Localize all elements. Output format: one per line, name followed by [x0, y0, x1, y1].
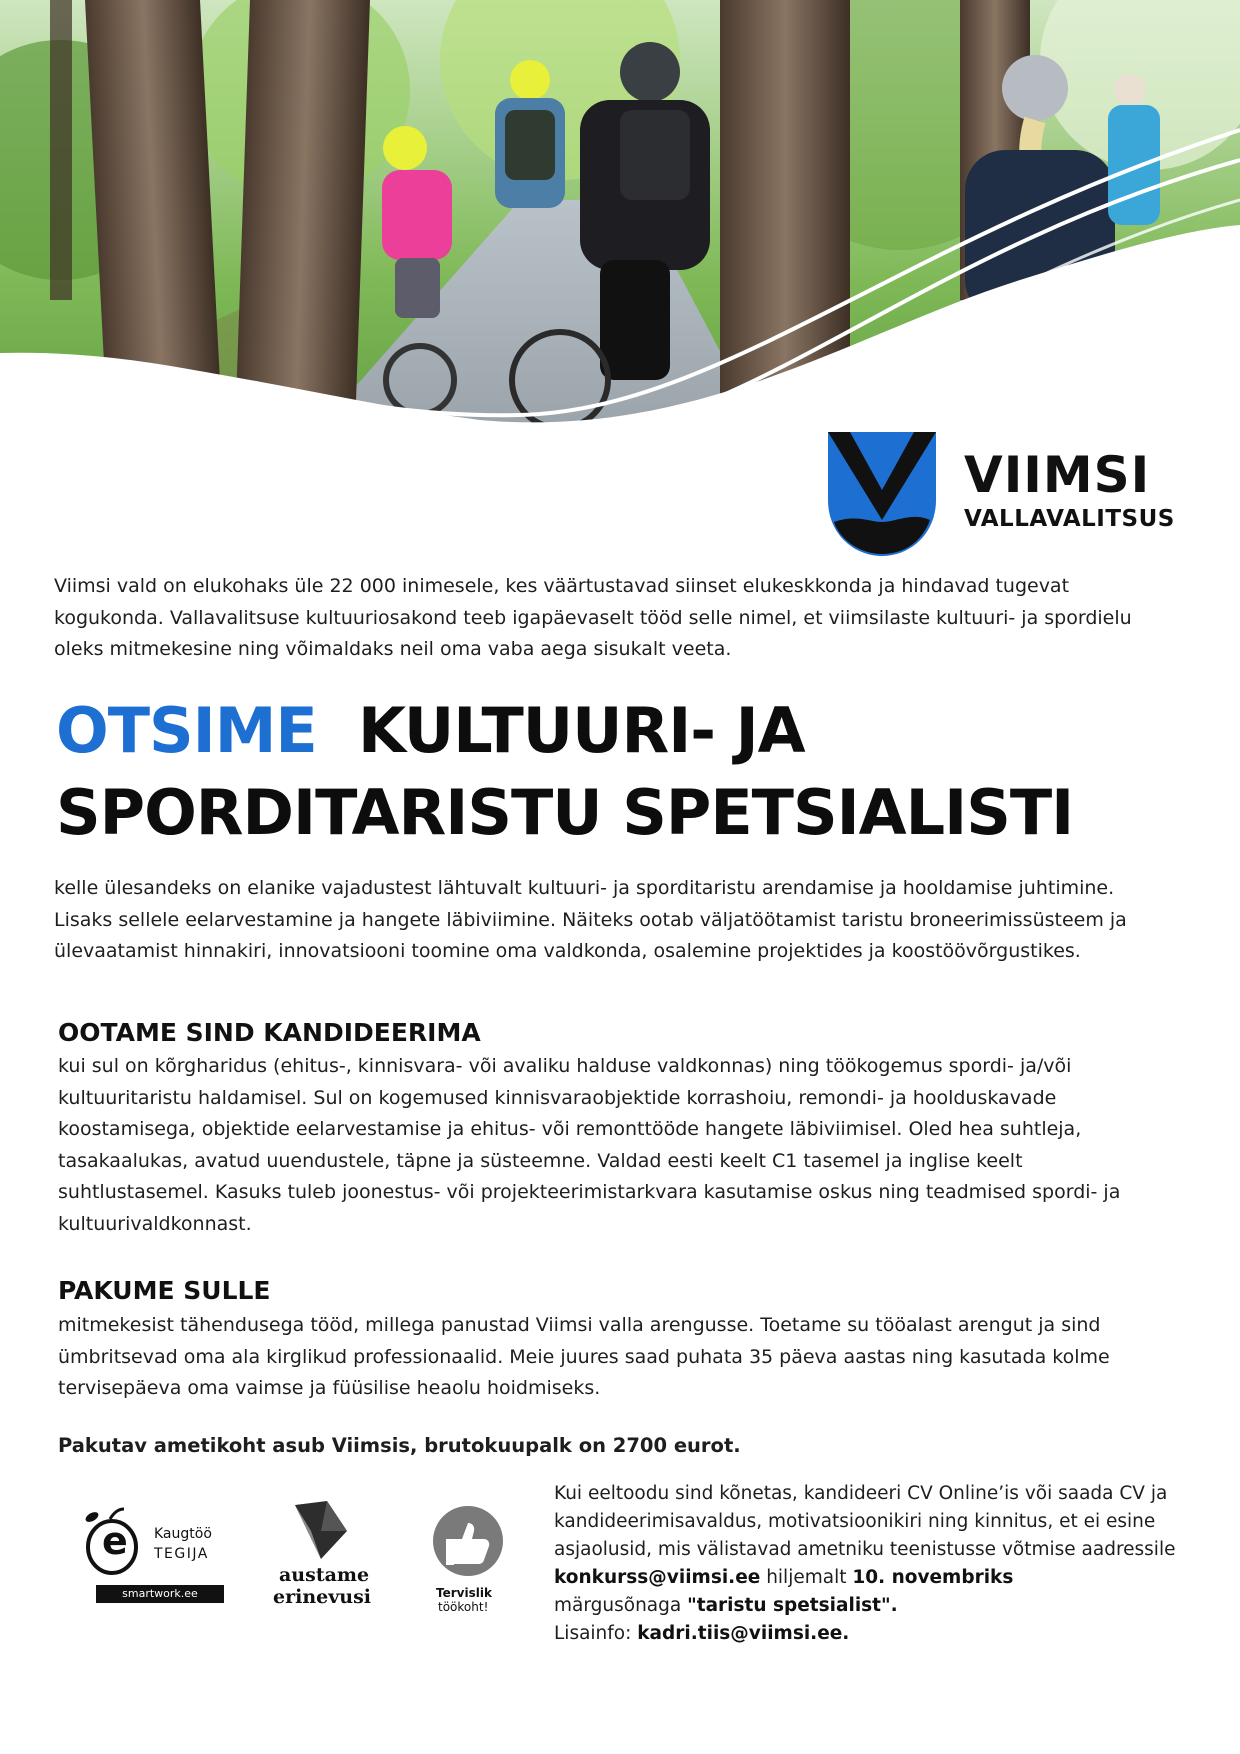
kaugtoo-letter: e	[102, 1519, 128, 1563]
apply-deadline: 10. novembriks	[852, 1567, 1014, 1588]
salary-statement: Pakutav ametikoht asub Viimsis, brutokuupalk on 2700 eurot.	[58, 1434, 741, 1457]
tervislik-tookoht-badge	[430, 1505, 520, 1625]
austame-line1: austame	[279, 1564, 370, 1586]
duties-paragraph: kelle ülesandeks on elanike vajadustest lähtuvalt kultuuri- ja sporditaristu arendamise ja hooldamise juhtimine. Lisaks sellele eelarvestamine ja hangete läbiviimine. Näiteks ootab väljatöötamist taristu broneerimissüsteem ja ülevaatamist hinnakiri, innovatsiooni toomine oma valdkonda, osalemine projektides ja koostöövõrgustikes.	[54, 877, 1127, 962]
diamond-logo-icon	[287, 1501, 351, 1561]
austame-erinevusi-badge	[265, 1495, 375, 1615]
logo-name: VIIMSI	[964, 446, 1151, 504]
headline	[56, 690, 1196, 854]
apply-paragraph	[554, 1480, 1194, 1648]
offer-paragraph: mitmekesist tähendusega tööd, millega panustad Viimsi valla arengusse. Toetame su tööalast arengut ja sind ümbritsevad oma ala kirglikud professionaalid. Meie juures saad puhata 35 päeva aastas ning kasutada kolme tervisepäeva oma vaimse ja füüsilise heaolu hoidmiseks.	[58, 1314, 1110, 1399]
offer-title: PAKUME SULLE	[58, 1276, 271, 1305]
headline-accent: OTSIME	[56, 694, 317, 767]
apply-text-2: hiljemalt	[760, 1567, 853, 1588]
viimsi-crest-icon	[826, 430, 938, 558]
headline-line2: SPORDITARISTU SPETSIALISTI	[56, 776, 1074, 849]
info-email[interactable]: kadri.tiis@viimsi.ee.	[637, 1623, 850, 1644]
kaugtoo-tegija-badge	[78, 1507, 218, 1607]
tervislik-line1: Tervislik	[436, 1586, 492, 1600]
apply-text-1: Kui eeltoodu sind kõnetas, kandideeri CV Online’is või saada CV ja kandideerimisavaldus, motivatsioonikiri ning kinnitus, et ei esine asjaolusid, mis välistavad ametniku teenistusse võtmise aadressile	[554, 1483, 1176, 1560]
logo-subtitle: VALLAVALITSUS	[964, 506, 1175, 532]
requirements-title: OOTAME SIND KANDIDEERIMA	[58, 1018, 481, 1047]
apply-text-3: märgusõnaga	[554, 1595, 688, 1616]
kaugtoo-line1: Kaugtöö	[154, 1526, 212, 1542]
tervislik-line2: töökoht!	[438, 1600, 489, 1614]
info-label: Lisainfo:	[554, 1623, 638, 1644]
headline-line1: KULTUURI- JA	[357, 694, 805, 767]
austame-line2: erinevusi	[273, 1586, 371, 1608]
kaugtoo-site: smartwork.ee	[96, 1585, 224, 1603]
thumbs-up-icon	[432, 1505, 504, 1577]
badges	[70, 1495, 540, 1635]
apply-keyword: "taristu spetsialist".	[687, 1595, 898, 1616]
requirements-paragraph: kui sul on kõrgharidus (ehitus-, kinnisvara- või avaliku halduse valdkonnas) ning töökogemus spordi- ja/või kultuuritaristu haldamisel. Sul on kogemused kinnisvaraobjektide korrashoiu, remondi- ja hoolduskavade koostamisega, objektide eelarvestamise ja ehitus- või remonttööde hangete läbiviimisel. Oled hea suhtleja, tasakaalukas, avatud uuendustele, täpne ja süsteemne. Valdad eesti keelt C1 tasemel ja inglise keelt suhtlustasemel. Kasuks tuleb joonestus- või projekteerimistarkvara kasutamise oskus ning teadmised spordi- ja kultuurivaldkonnast.	[58, 1055, 1121, 1235]
apply-email[interactable]: konkurss@viimsi.ee	[554, 1567, 761, 1588]
intro-paragraph: Viimsi vald on elukohaks üle 22 000 inimesele, kes väärtustavad siinset elukeskkonda ja hindavad tugevat kogukonda. Vallavalitsuse kultuuriosakond teeb igapäevaselt tööd selle nimel, et viimsilaste kultuuri- ja spordielu oleks mitmekesine ning võimaldaks neil oma vaba aega sisukalt veeta.	[54, 575, 1132, 660]
viimsi-logo	[826, 430, 1186, 560]
kaugtoo-line2: TEGIJA	[154, 1546, 209, 1562]
